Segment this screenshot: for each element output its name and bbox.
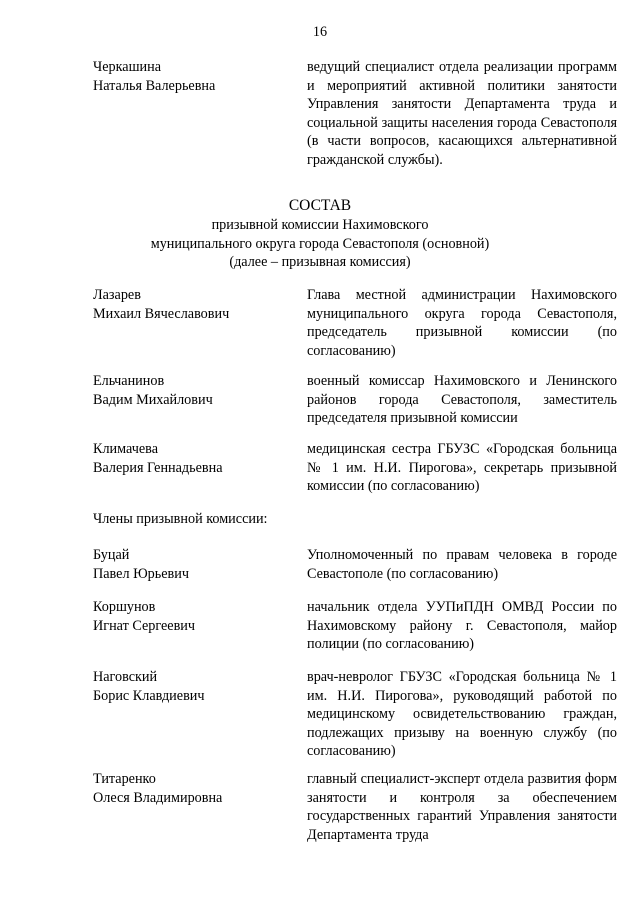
person-given-names: Вадим Михайлович (93, 391, 213, 408)
person-name (93, 372, 293, 409)
person-role: Глава местной администрации Нахимовского муниципального округа города Севастополя, председатель призывной комиссии (по согласованию) (307, 287, 617, 359)
heading-line-1: призывной комиссии Нахимовского (211, 217, 429, 233)
members-label: Члены призывной комиссии: (93, 511, 268, 527)
person-given-names: Игнат Сергеевич (93, 617, 196, 634)
person-surname: Лазарев (93, 287, 141, 303)
person-surname: Буцай (93, 547, 130, 563)
person-name (93, 546, 293, 583)
person-role: военный комиссар Нахимовского и Ленинского районов города Севастополя, заместитель председателя призывной комиссии (307, 373, 617, 426)
person-surname: Наговский (93, 669, 158, 685)
person-role: ведущий специалист отдела реализации программ и мероприятий активной политики занятости Управления занятости Департамента труда и социальной защиты населения города Севастополя (в части вопросов, касающихся альтернативной гражданской службы). (307, 59, 617, 168)
person-name (93, 286, 293, 323)
person-surname: Коршунов (93, 599, 156, 615)
person-given-names: Наталья Валерьевна (93, 77, 216, 94)
person-name (93, 598, 293, 635)
person-name (93, 668, 293, 705)
person-role: врач-невролог ГБУЗС «Городская больница № 1 им. Н.И. Пирогова», руководящий работой по медицинскому освидетельствованию граждан, подлежащих призыву на военную службу (по согласованию) (307, 669, 617, 759)
person-given-names: Валерия Геннадьевна (93, 459, 223, 476)
person-surname: Титаренко (93, 771, 156, 787)
page-number: 16 (312, 24, 328, 40)
person-role: главный специалист-эксперт отдела развития форм занятости и контроля за обеспечением государственных гарантий Управления занятости Департамента труда (307, 771, 617, 843)
person-given-names: Михаил Вячеславович (93, 305, 230, 322)
person-given-names: Олеся Владимировна (93, 789, 223, 806)
person-surname: Черкашина (93, 59, 161, 75)
heading-line-3: (далее – призывная комиссия) (229, 254, 411, 270)
person-role: Уполномоченный по правам человека в городе Севастополе (по согласованию) (307, 547, 617, 582)
person-given-names: Борис Клавдиевич (93, 687, 205, 704)
person-role: начальник отдела УУПиПДН ОМВД России по Нахимовскому району г. Севастополя, майор полиции (по согласованию) (307, 599, 617, 652)
heading-line-2: муниципального округа города Севастополя (основной) (150, 235, 490, 252)
person-surname: Ельчанинов (93, 373, 165, 389)
person-name (93, 58, 293, 95)
section-heading (0, 196, 640, 272)
person-surname: Климачева (93, 441, 158, 457)
person-role: медицинская сестра ГБУЗС «Городская больница № 1 им. Н.И. Пирогова», секретарь призывной комиссии (по согласованию) (307, 441, 617, 494)
person-given-names: Павел Юрьевич (93, 565, 189, 582)
heading-title: СОСТАВ (288, 197, 352, 214)
person-name (93, 440, 293, 477)
person-name (93, 770, 293, 807)
